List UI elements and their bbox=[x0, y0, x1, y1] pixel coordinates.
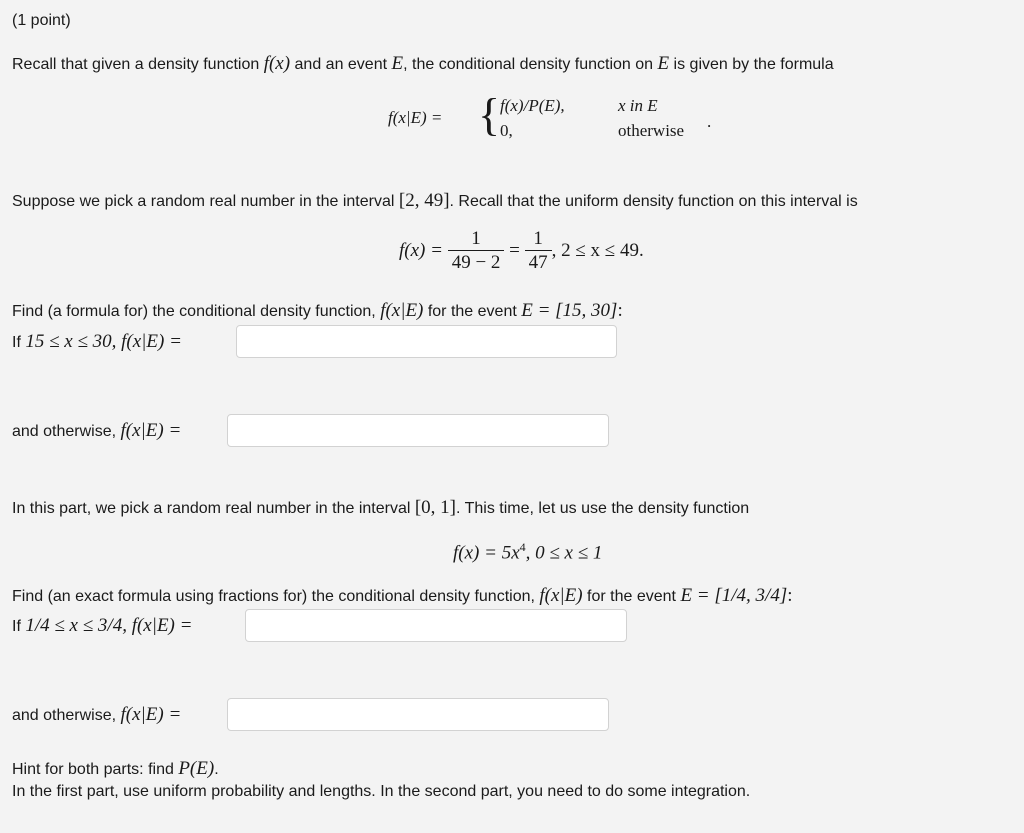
piecewise-case2-cond: otherwise bbox=[618, 121, 685, 140]
part2-prompt: In this part, we pick a random real number in the interval [0, 1]. This time, let us use the density function bbox=[12, 497, 750, 518]
part2-else-answer-input[interactable] bbox=[227, 698, 609, 731]
piecewise-case1-expr: f(x)/P(E), bbox=[500, 96, 565, 115]
part1-if-answer-input[interactable] bbox=[236, 325, 617, 358]
piecewise-case1-cond: x in E bbox=[618, 96, 658, 115]
uniform-density-formula: f(x) = $\frac{1}{49 - 2}$ = $\frac{1}{47}$ , 2 ≤ x ≤ 49. bbox=[399, 228, 644, 273]
intro-text: Recall that given a density function f(x) and an event E, the conditional density function on E is given by the formula bbox=[12, 53, 834, 74]
fraction-2: $\frac{1}{47}$ bbox=[525, 228, 552, 275]
points-label: (1 point) bbox=[12, 12, 71, 29]
part2-if-answer-input[interactable] bbox=[245, 609, 627, 642]
piecewise-lhs: f(x|E) = bbox=[388, 108, 443, 127]
piecewise-case2-expr: 0, bbox=[500, 121, 513, 140]
part2-else-label: and otherwise, f(x|E) = bbox=[12, 704, 182, 725]
hint-line-2: In the first part, use uniform probability and lengths. In the second part, you need to do some integration. bbox=[12, 783, 751, 800]
part1-else-answer-input[interactable] bbox=[227, 414, 609, 447]
piecewise-brace: { bbox=[478, 89, 501, 140]
part2-if-label: If 1/4 ≤ x ≤ 3/4, f(x|E) = bbox=[12, 615, 193, 636]
part1-if-label: If 15 ≤ x ≤ 30, f(x|E) = bbox=[12, 331, 182, 352]
part2-density-formula: $f(x) = 5x^4$, 0 ≤ x ≤ 1 bbox=[453, 540, 603, 564]
hint-line-1: Hint for both parts: find P(E). bbox=[12, 758, 219, 779]
part1-else-label: and otherwise, f(x|E) = bbox=[12, 420, 182, 441]
part2-find-text: Find (an exact formula using fractions for) the conditional density function, f(x|E) for the event E = [1/4, 3/4]: bbox=[12, 585, 793, 606]
part1-prompt: Suppose we pick a random real number in the interval [2, 49]. Recall that the uniform density function on this interval is bbox=[12, 190, 858, 211]
fraction-1: $\frac{1}{49 - 2}$ bbox=[448, 228, 505, 275]
part1-find-text: Find (a formula for) the conditional density function, f(x|E) for the event E = [15, 30]: bbox=[12, 300, 623, 321]
piecewise-dot: . bbox=[707, 112, 712, 131]
